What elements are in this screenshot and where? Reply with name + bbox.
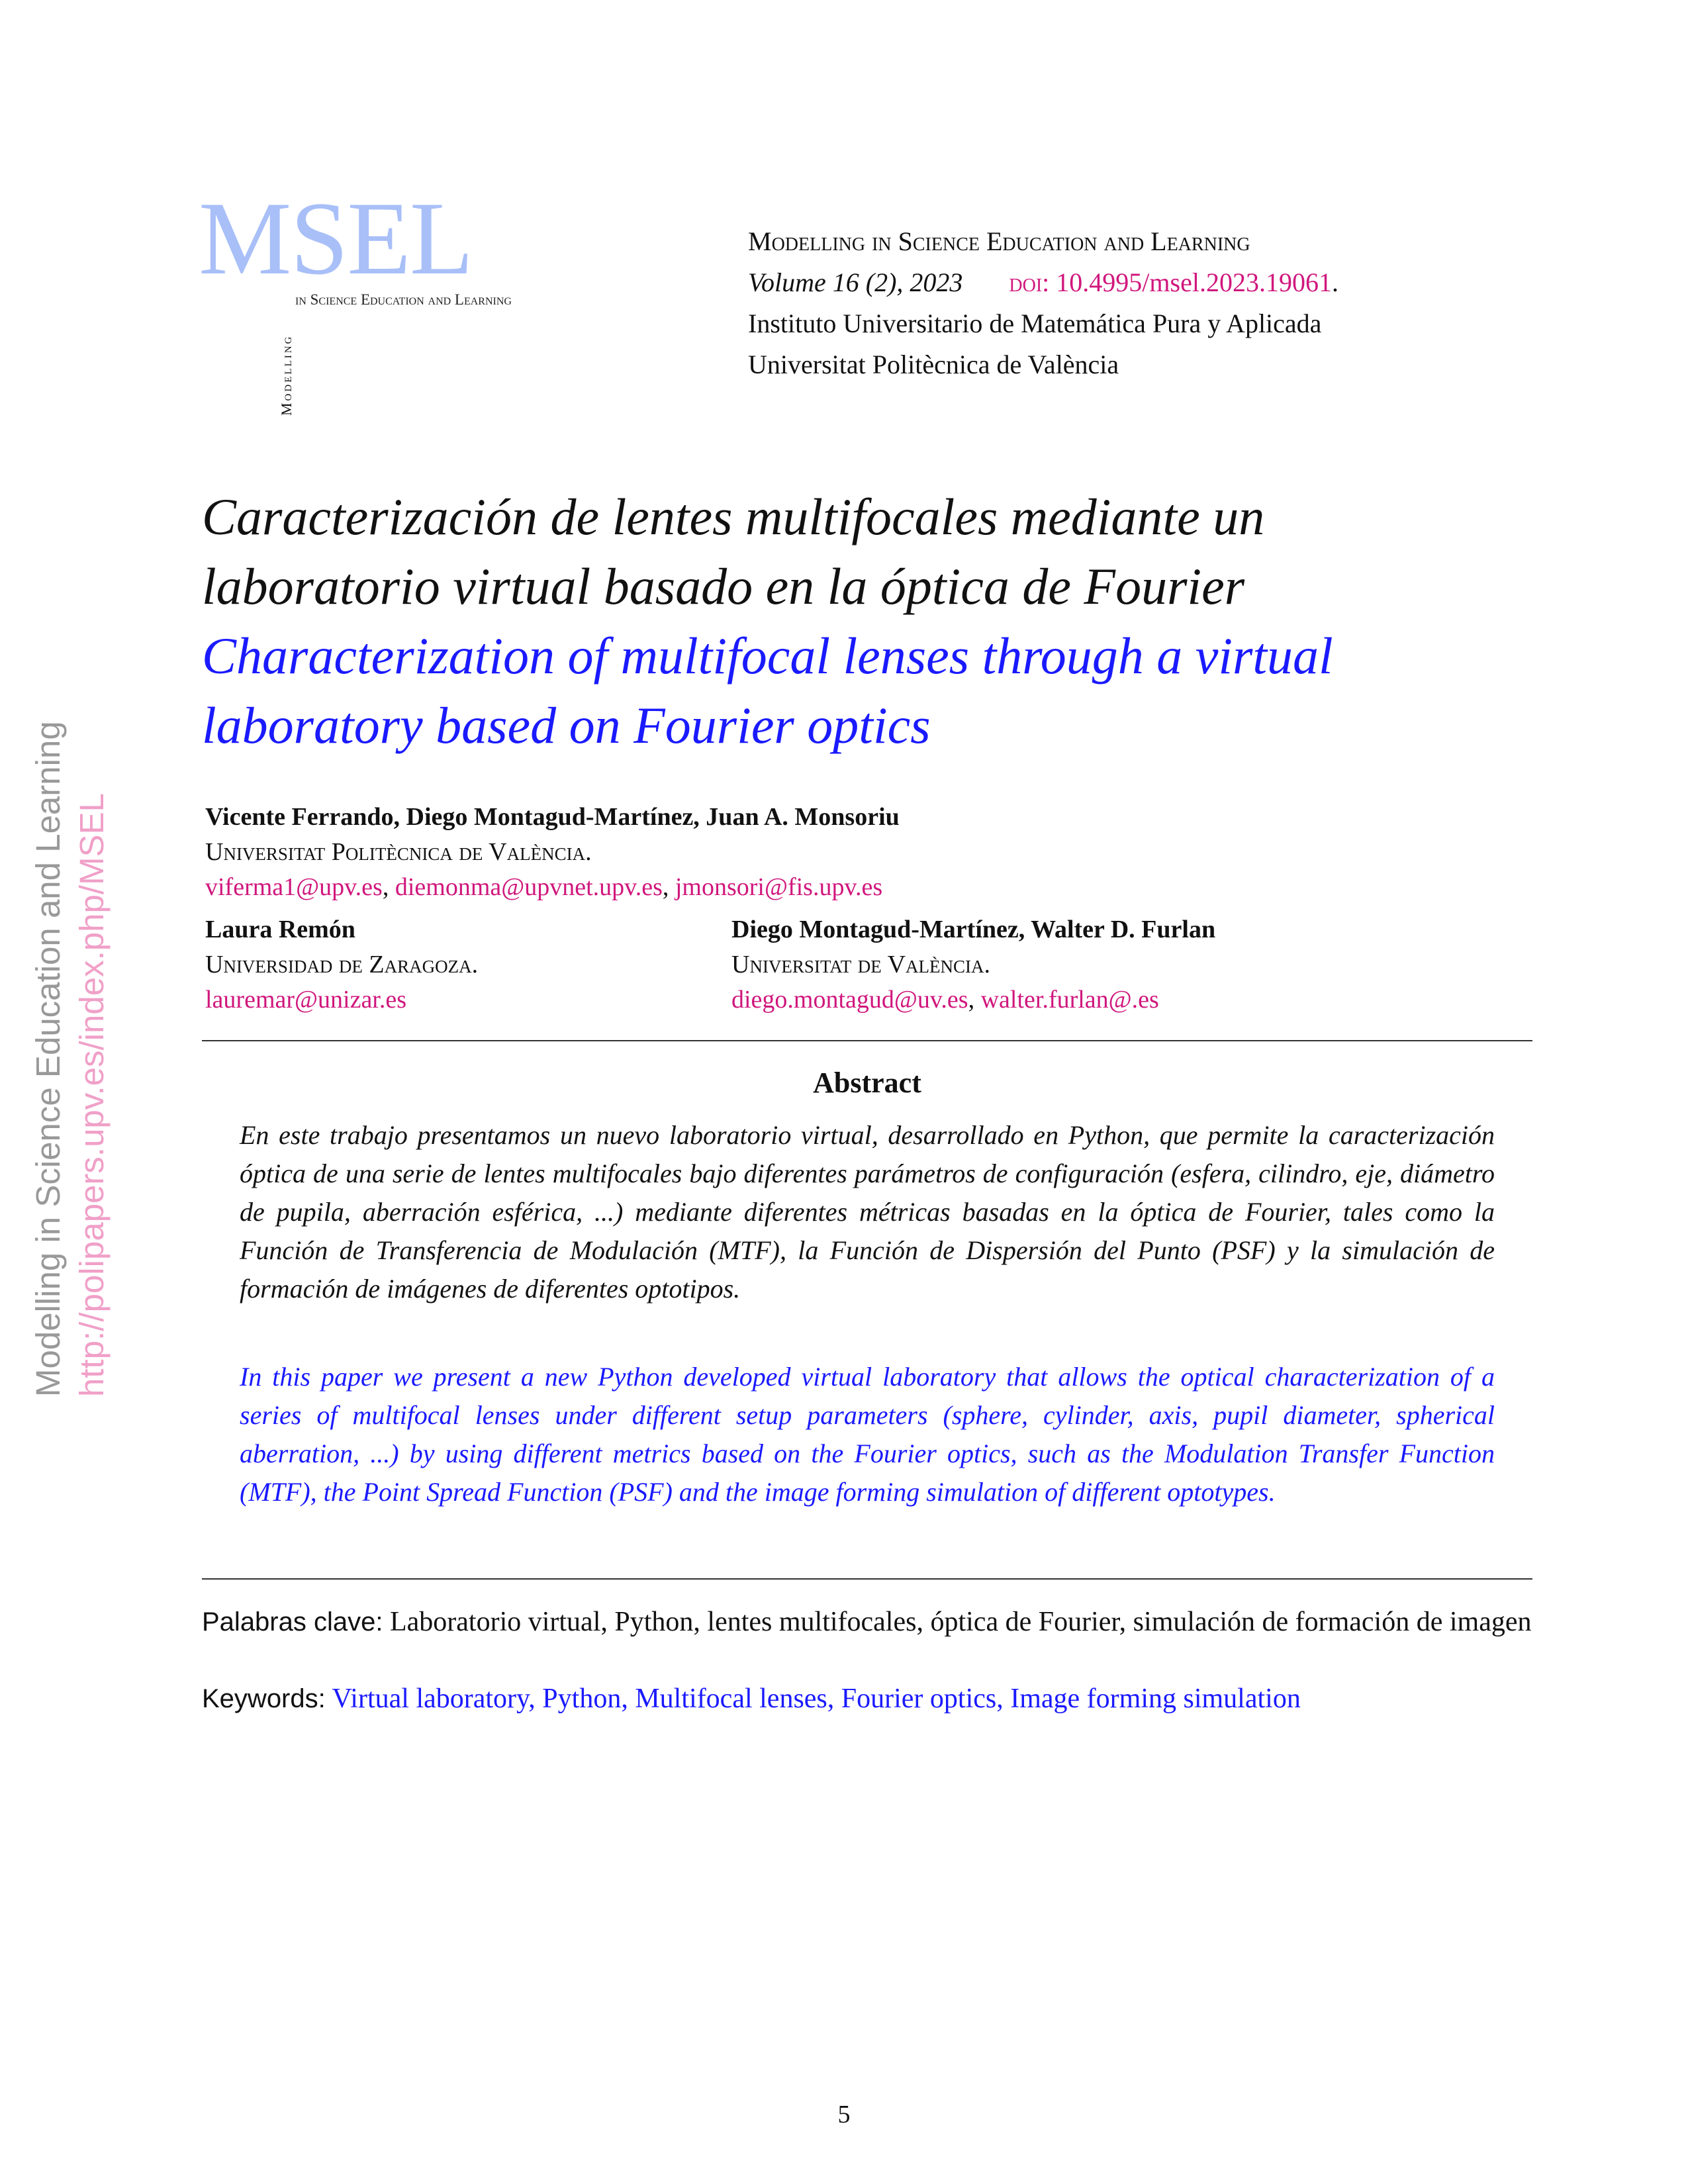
abstract-en: In this paper we present a new Python developed virtual laboratory that allows the optical characterization of a series of multifocal lenses under different setup parameters (sphere, cylinder, axis, pupil diameter, spherical aberration, ...) by using different metrics based on the Fourier optics, such as the Modulation Transfer Function (MTF), the Point Spread Function (PSF) and the image forming simulation of different optotypes. bbox=[240, 1362, 1495, 1507]
author-affiliation: Universidad de Zaragoza. bbox=[205, 951, 479, 978]
title-es-line: Caracterización de lentes multifocales mediante un bbox=[202, 488, 1265, 546]
keywords-es-label: Palabras clave: bbox=[202, 1607, 383, 1637]
author-names: Laura Remón bbox=[205, 916, 355, 943]
author-names: Vicente Ferrando, Diego Montagud-Martínez, Juan A. Monsoriu bbox=[205, 803, 900, 831]
keywords-en-label: Keywords: bbox=[202, 1684, 326, 1713]
doi-link[interactable]: 10.4995/msel.2023.19061 bbox=[1056, 267, 1332, 297]
logo-vertical-text bbox=[278, 297, 294, 416]
author-affiliation: Universitat de València. bbox=[731, 951, 990, 978]
paper-title bbox=[202, 482, 1552, 760]
logo-vertical-label: Modelling bbox=[278, 334, 295, 416]
title-es-line: laboratorio virtual basado en la óptica de Fourier bbox=[202, 557, 1245, 615]
author-block bbox=[205, 912, 478, 1018]
keywords-en bbox=[202, 1680, 1532, 1718]
email-link[interactable]: jmonsori@fis.upv.es bbox=[675, 873, 883, 901]
journal-name: Modelling in Science Education and Learning bbox=[748, 226, 1250, 256]
volume: Volume 16 (2), 2023 bbox=[748, 267, 963, 297]
email-link[interactable]: lauremar@unizar.es bbox=[205, 986, 407, 1014]
title-en-line: laboratory based on Fourier optics bbox=[202, 696, 931, 754]
divider bbox=[202, 1040, 1532, 1041]
side-journal-name: Modelling in Science Education and Learning bbox=[29, 721, 67, 1397]
abstract-es: En este trabajo presentamos un nuevo laboratorio virtual, desarrollado en Python, que permite la caracterización óptica de una serie de lentes multifocales bajo diferentes parámetros de configuración (esfera, cilindro, eje, diámetro de pupila, aberración esférica, ...) mediante diferentes métricas basadas en la óptica de Fourier, tales como la Función de Transferencia de Modulación (MTF), la Función de Dispersión del Punto (PSF) y la simulación de formación de imágenes de diferentes optotipos. bbox=[240, 1120, 1495, 1304]
side-banner bbox=[26, 721, 114, 1397]
email-link[interactable]: diego.montagud@uv.es bbox=[731, 986, 968, 1014]
logo-subtitle: in Science Education and Learning bbox=[295, 291, 512, 308]
email-link[interactable]: diemonma@upvnet.upv.es bbox=[395, 873, 663, 901]
side-url-link[interactable]: http://polipapers.upv.es/index.php/MSEL bbox=[73, 793, 111, 1397]
msel-logo: MSEL bbox=[199, 181, 473, 297]
page-number: 5 bbox=[837, 2101, 851, 2128]
university: Universitat Politècnica de València bbox=[748, 350, 1119, 379]
institute: Instituto Universitario de Matemática Pura y Aplicada bbox=[748, 309, 1322, 338]
email-link[interactable]: walter.furlan@.es bbox=[980, 986, 1159, 1014]
email-link[interactable]: viferma1@upv.es bbox=[205, 873, 383, 901]
volume-line: Volume 16 (2), 2023 doi: 10.4995/msel.2023.19061. bbox=[748, 267, 1338, 297]
author-affiliation: Universitat Politècnica de València. bbox=[205, 838, 592, 866]
keywords-es-text: Laboratorio virtual, Python, lentes multifocales, óptica de Fourier, simulación de formación de imagen bbox=[389, 1607, 1532, 1637]
keywords-en-text: Virtual laboratory, Python, Multifocal lenses, Fourier optics, Image forming simulation bbox=[332, 1684, 1301, 1714]
author-block: Vicente Ferrando, Diego Montagud-Martínez, Juan A. Monsoriu Universitat Politècnica de València. viferma1@upv.es, diemonma@upvnet.upv.es, jmonsori@fis.upv.es bbox=[205, 800, 900, 905]
author-block: Diego Montagud-Martínez, Walter D. Furlan Universitat de València. diego.montagud@uv.es, walter.furlan@.es bbox=[731, 912, 1215, 1018]
divider bbox=[202, 1578, 1532, 1580]
keywords-es bbox=[202, 1603, 1532, 1641]
doi-label: doi: bbox=[1009, 267, 1050, 297]
abstract-heading: Abstract bbox=[813, 1067, 921, 1099]
author-names: Diego Montagud-Martínez, Walter D. Furlan bbox=[731, 916, 1216, 943]
title-en-line: Characterization of multifocal lenses through a virtual bbox=[202, 627, 1333, 685]
